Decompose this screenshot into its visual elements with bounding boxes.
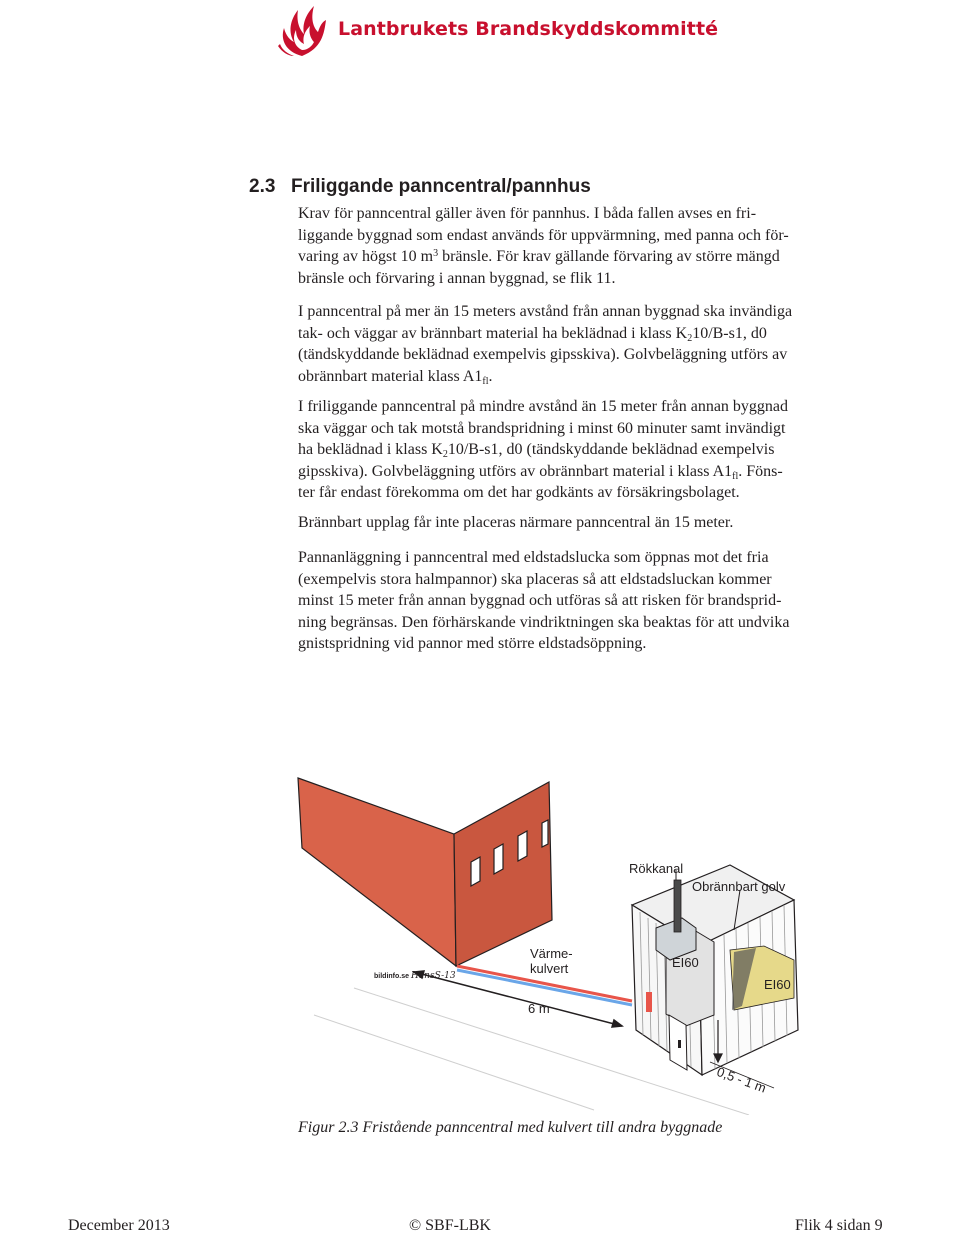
text-line: Brännbart upplag får inte placeras närmare panncentral än 15 meter. xyxy=(298,514,734,531)
text-run: gipsskiva). Golvbeläggning utförs av obrännbart material i klass A1 xyxy=(298,462,733,480)
subscript: 2 xyxy=(687,332,693,344)
text-line: bränsle och förvaring i annan byggnad, se flik 11. xyxy=(298,269,616,287)
illustration-svg xyxy=(294,770,804,1115)
text-run: . Föns- xyxy=(738,462,783,480)
text-line: I friliggande panncentral på mindre avstånd än 15 meter från annan byggnad xyxy=(298,398,789,415)
subscript: 2 xyxy=(442,449,448,460)
footer-copyright: © SBF-LBK xyxy=(409,1217,491,1234)
text-line: ter får endast förekomma om det har godkänts av försäkringsbolaget. xyxy=(298,484,740,501)
section-heading xyxy=(249,176,591,198)
text-line: ning begränsas. Den förhärskande vindriktningen ska beaktas för att undvika xyxy=(298,613,790,631)
text-line: (exempelvis stora halmpannor) ska placeras så att eldstadsluckan kommer xyxy=(298,570,772,588)
footer-date: December 2013 xyxy=(68,1217,170,1234)
paragraph-storage xyxy=(298,512,846,534)
paragraph-furnace xyxy=(298,547,846,655)
credit-text: bildinfo.se xyxy=(374,973,409,980)
text-line: minst 15 meter från annan byggnad och utföras så att risken för brandsprid- xyxy=(298,592,782,609)
subscript: fl xyxy=(482,375,489,387)
text-run: ha beklädnad i klass K xyxy=(298,441,443,458)
organization-name: Lantbrukets Brandskyddskommitté xyxy=(338,18,719,40)
paragraph-intro xyxy=(298,203,846,289)
text-line xyxy=(298,366,846,388)
text-line: Krav för panncentral gäller även för pannhus. I båda fallen avses en fri- xyxy=(298,205,757,222)
text-line: ska väggar och tak motstå brandspridning i minst 60 minuter samt invändigt xyxy=(298,419,786,437)
paragraph-distant xyxy=(298,301,846,387)
label-ei60-side: EI60 xyxy=(764,977,791,992)
image-credit xyxy=(374,971,456,981)
text-run: . xyxy=(488,367,493,385)
label-height: 0,5 - 1 m xyxy=(714,1064,769,1096)
wall-right xyxy=(454,782,552,966)
label-ei60-front: EI60 xyxy=(672,955,699,970)
chimney xyxy=(674,880,681,932)
subscript: fl xyxy=(732,470,739,482)
label-rokkanal: Rökkanal xyxy=(629,861,684,876)
label-varmekulvert xyxy=(530,946,573,976)
text-run: tak- och väggar av brännbart material ha beklädnad i klass K xyxy=(298,324,688,342)
text-line xyxy=(298,323,846,345)
footer-page: Flik 4 sidan 9 xyxy=(795,1217,883,1234)
section-title: Friliggande panncentral/pannhus xyxy=(291,176,591,197)
credit-signature: HansS-13 xyxy=(410,971,456,981)
label-line: Värme- xyxy=(530,946,573,961)
figure-caption: Figur 2.3 Fristående panncentral med kulvert till andra byggnade xyxy=(298,1119,723,1136)
text-run: obrännbart material klass A1 xyxy=(298,367,483,385)
text-line: gnistspridning vid pannor med större eldstadsöppning. xyxy=(298,635,647,652)
text-run: 10/B-s1, d0 (tändskyddande beklädnad exempelvis xyxy=(447,441,775,458)
pipe-entry xyxy=(646,992,652,1012)
text-run: varing av högst 10 m xyxy=(298,248,434,265)
text-line xyxy=(298,461,846,483)
section-number: 2.3 xyxy=(249,176,276,197)
paragraph-near xyxy=(298,396,846,504)
wall-left xyxy=(298,778,456,966)
superscript: 3 xyxy=(433,248,439,259)
label-obrannbart-golv: Obrännbart golv xyxy=(692,879,786,894)
text-line: I panncentral på mer än 15 meters avstånd från annan byggnad ska invändiga xyxy=(298,303,793,320)
boiler-house-illustration xyxy=(294,770,804,1115)
text-run: 10/B-s1, d0 xyxy=(692,324,767,342)
text-line: liggande byggnad som endast används för uppvärmning, med panna och för- xyxy=(298,226,789,244)
text-line: (tändskyddande beklädnad exempelvis gipsskiva). Golvbeläggning utförs av xyxy=(298,346,788,363)
label-distance: 6 m xyxy=(528,1001,550,1016)
flame-logo-icon xyxy=(272,0,332,60)
label-line: kulvert xyxy=(530,961,569,976)
text-run: bränsle. För krav gällande förvaring av större mängd xyxy=(438,248,780,265)
text-line: Pannanläggning i panncentral med eldstadslucka som öppnas mot det fria xyxy=(298,549,769,566)
text-line xyxy=(298,439,846,461)
text-line xyxy=(298,246,846,268)
